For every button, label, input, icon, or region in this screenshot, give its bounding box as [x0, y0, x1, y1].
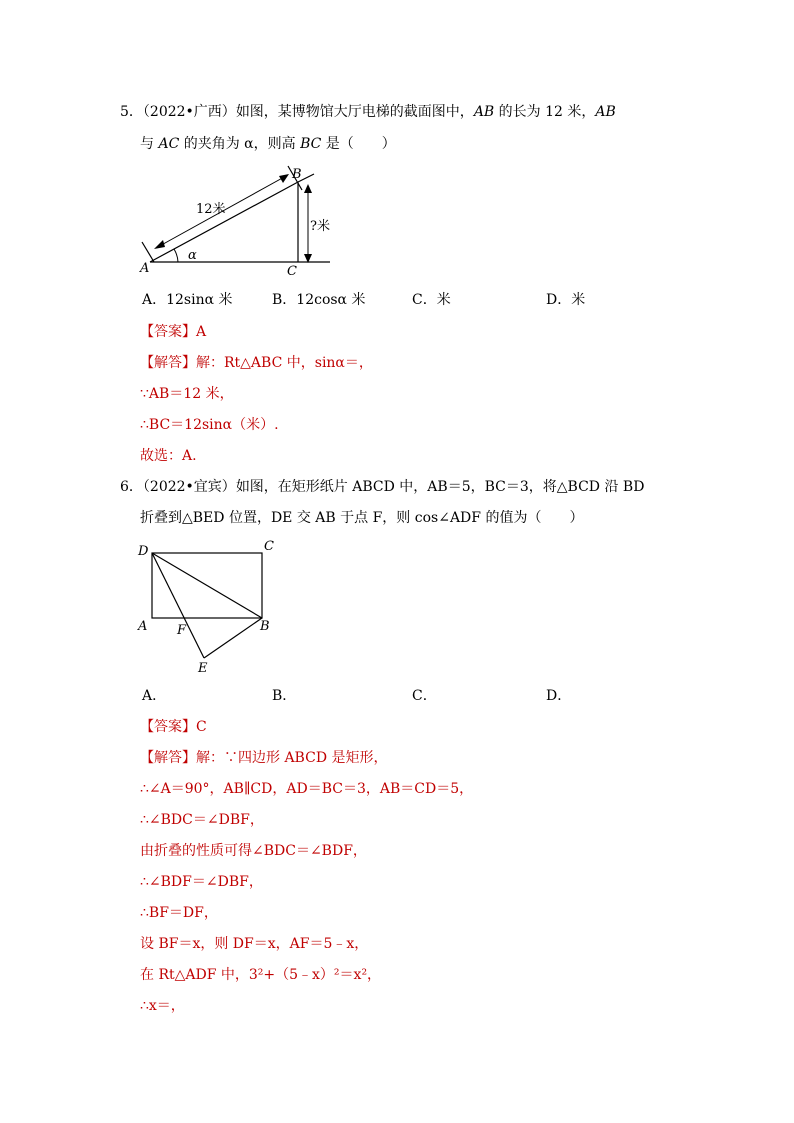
- q6-figure: [130, 535, 290, 680]
- q5-text-1: 如图，某博物馆大厅电梯的截面图中，: [235, 104, 474, 120]
- q5-analysis-1: [140, 354, 373, 372]
- q6-option-b: B．: [272, 688, 297, 704]
- q5-left-tick: [142, 242, 154, 262]
- q6-step-4: 由折叠的性质可得∠BDC＝∠BDF，: [140, 843, 367, 859]
- q6-option-a: A．: [142, 688, 167, 704]
- q6-point-e: E: [198, 661, 208, 676]
- q5-step-1: 解：Rt△ABC 中，sinα＝，: [196, 355, 373, 371]
- q6-step-1: 解：∵四边形 ABCD 是矩形，: [196, 750, 388, 766]
- q5-line2: [140, 135, 396, 153]
- q5-escalator-ab: [150, 182, 298, 262]
- q6-step-7: 设 BF＝x，则 DF＝x，AF＝5﹣x，: [140, 936, 369, 952]
- q5-answer-value: A: [196, 324, 207, 340]
- q5-text-5: 是（ ）: [321, 136, 396, 152]
- q5-var-bc: BC: [300, 136, 322, 152]
- q5-analysis-tag: 【解答】: [140, 355, 196, 371]
- q5-alpha-label: α: [188, 248, 197, 263]
- q5-number: 5．: [120, 104, 143, 120]
- q5-figure: [130, 160, 350, 280]
- q6-source: （2022•宜宾）: [142, 479, 236, 495]
- q5-step-2: ∵AB＝12 米，: [140, 386, 234, 402]
- q5-height-label: ?米: [310, 219, 330, 234]
- q6-number: 6．: [120, 479, 143, 495]
- q6-point-a: A: [138, 619, 148, 634]
- q5-answer-tag: 【答案】: [140, 324, 196, 340]
- q6-analysis-1: [140, 749, 388, 767]
- q6-answer: [140, 718, 207, 736]
- q5-angle-arc: [174, 249, 178, 262]
- q5-step-3: ∴BC＝12sinα（米）.: [140, 417, 279, 433]
- q5-text-4: 的夹角为 α，则高: [179, 136, 301, 152]
- q5-text-3: 与: [140, 136, 159, 152]
- q5-arrowhead-end: [279, 174, 289, 183]
- q5-point-b: B: [292, 167, 302, 182]
- q5-source: （2022•广西）: [142, 104, 236, 120]
- q6-answer-tag: 【答案】: [140, 719, 196, 735]
- q5-option-a: A．12sinα 米: [142, 292, 233, 308]
- q5-answer: [140, 323, 206, 341]
- q5-var-ab2: AB: [595, 104, 616, 120]
- q5-option-d: D．米: [546, 292, 586, 308]
- q6-point-f: F: [177, 623, 187, 638]
- q5-point-a: A: [140, 261, 150, 276]
- q5-option-b: B．12cosα 米: [272, 292, 366, 308]
- q6-option-c: C．: [412, 688, 437, 704]
- q6-line1: [120, 478, 644, 496]
- q5-arrowhead-start: [154, 240, 165, 249]
- q6-text-1: 如图，在矩形纸片 ABCD 中，AB＝5，BC＝3，将△BCD 沿 BD: [235, 479, 645, 495]
- q5-text-2: 的长为 12 米，: [494, 104, 596, 120]
- q5-harrow-top: [304, 184, 312, 193]
- q5-line1: [120, 103, 616, 121]
- q6-segment-be: [204, 618, 262, 658]
- q5-length-label: 12米: [196, 202, 226, 217]
- q5-point-c: C: [287, 264, 297, 279]
- q5-step-4: 故选：A.: [140, 448, 197, 464]
- q6-step-8: 在 Rt△ADF 中，3²+（5﹣x）²＝x²，: [140, 967, 382, 983]
- q6-step-6: ∴BF＝DF，: [140, 905, 218, 921]
- q6-step-9: ∴x＝，: [140, 998, 185, 1014]
- q5-var-ac: AC: [158, 136, 180, 152]
- q6-point-d: D: [138, 544, 149, 559]
- q5-var-ab: AB: [473, 104, 495, 120]
- q6-point-c: C: [264, 539, 274, 554]
- q6-point-b: B: [260, 619, 270, 634]
- q6-step-3: ∴∠BDC＝∠DBF，: [140, 812, 264, 828]
- q6-line2: 折叠到△BED 位置，DE 交 AB 于点 F，则 cos∠ADF 的值为（ ）: [140, 510, 584, 526]
- q5-option-c: C．米: [412, 292, 451, 308]
- q6-option-d: D．: [546, 688, 572, 704]
- q6-answer-value: C: [196, 719, 207, 735]
- q6-analysis-tag: 【解答】: [140, 750, 196, 766]
- q6-step-2: ∴∠A＝90°，AB∥CD，AD＝BC＝3，AB＝CD＝5，: [140, 781, 474, 797]
- q6-step-5: ∴∠BDF＝∠DBF，: [140, 874, 263, 890]
